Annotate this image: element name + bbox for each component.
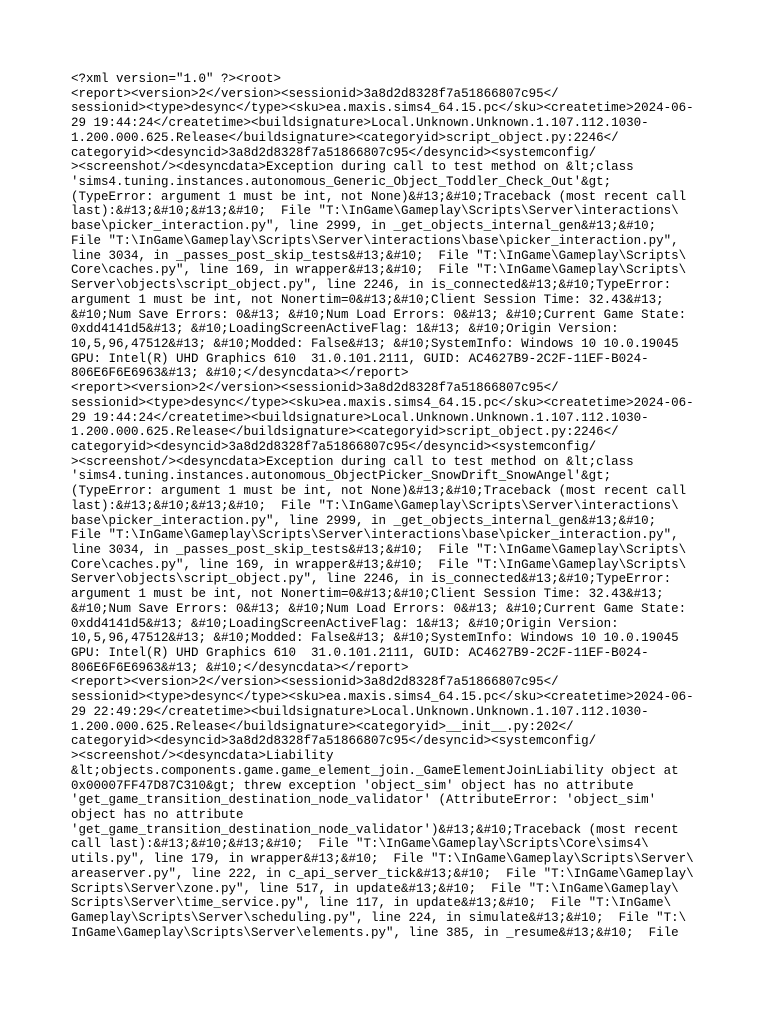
text-line: 29 19:44:24</createtime><buildsignature>Local.Unknown.Unknown.1.107.112.1030- — [71, 410, 649, 425]
text-line: 29 22:49:29</createtime><buildsignature>Local.Unknown.Unknown.1.107.112.1030- — [71, 704, 649, 719]
text-line: argument 1 must be int, not Nonertim=0&#13;&#10;Client Session Time: 32.43&#13; — [71, 292, 664, 307]
text-line: last):&#13;&#10;&#13;&#10; File "T:\InGame\Gameplay\Scripts\Server\interactions\ — [71, 204, 679, 219]
text-line: 29 19:44:24</createtime><buildsignature>Local.Unknown.Unknown.1.107.112.1030- — [71, 116, 649, 131]
text-line: 0x00007FF47D87C310&gt; threw exception 'object_sim' object has no attribute — [71, 778, 634, 793]
text-line: &#10;Num Save Errors: 0&#13; &#10;Num Load Errors: 0&#13; &#10;Current Game State: — [71, 307, 687, 322]
text-line: <report><version>2</version><sessionid>3a8d2d8328f7a51866807c95</ — [71, 86, 559, 101]
text-line: 'get_game_transition_destination_node_validator')&#13;&#10;Traceback (most recent — [71, 822, 679, 837]
text-line: GPU: Intel(R) UHD Graphics 610 31.0.101.2111, GUID: AC4627B9-2C2F-11EF-B024- — [71, 646, 649, 661]
text-line: call last):&#13;&#10;&#13;&#10; File "T:\InGame\Gameplay\Scripts\Core\sims4\ — [71, 837, 649, 852]
text-line: <report><version>2</version><sessionid>3a8d2d8328f7a51866807c95</ — [71, 381, 559, 396]
text-line: Scripts\Server\time_service.py", line 117, in update&#13;&#10; File "T:\InGame\ — [71, 896, 672, 911]
text-line: (TypeError: argument 1 must be int, not None)&#13;&#10;Traceback (most recent call — [71, 189, 687, 204]
text-line: sessionid><type>desync</type><sku>ea.maxis.sims4_64.15.pc</sku><createtime>2024-06- — [71, 101, 694, 116]
text-line: Server\objects\script_object.py", line 2246, in is_connected&#13;&#10;TypeError: — [71, 278, 672, 293]
text-line: 806E6F6E6963&#13; &#10;</desyncdata></report> — [71, 660, 409, 675]
text-line: 1.200.000.625.Release</buildsignature><categoryid>script_object.py:2246</ — [71, 130, 619, 145]
text-line: categoryid><desyncid>3a8d2d8328f7a51866807c95</desyncid><systemconfig/ — [71, 439, 597, 454]
text-line: Scripts\Server\zone.py", line 517, in update&#13;&#10; File "T:\InGame\Gameplay\ — [71, 881, 679, 896]
text-line: 'get_game_transition_destination_node_validator' (AttributeError: 'object_sim' — [71, 793, 657, 808]
text-line: <report><version>2</version><sessionid>3a8d2d8328f7a51866807c95</ — [71, 675, 559, 690]
text-line: object has no attribute — [71, 807, 244, 822]
xml-log-text — [71, 72, 711, 940]
text-line: categoryid><desyncid>3a8d2d8328f7a51866807c95</desyncid><systemconfig/ — [71, 734, 597, 749]
text-line: base\picker_interaction.py", line 2999, in _get_objects_internal_gen&#13;&#10; — [71, 513, 657, 528]
text-line: ><screenshot/><desyncdata>Exception during call to test method on &lt;class — [71, 160, 634, 175]
text-line: sessionid><type>desync</type><sku>ea.maxis.sims4_64.15.pc</sku><createtime>2024-06- — [71, 395, 694, 410]
text-line: InGame\Gameplay\Scripts\Server\elements.py", line 385, in _resume&#13;&#10; File — [71, 925, 679, 940]
text-line: ><screenshot/><desyncdata>Exception during call to test method on &lt;class — [71, 454, 634, 469]
text-line: line 3034, in _passes_post_skip_tests&#13;&#10; File "T:\InGame\Gameplay\Scripts\ — [71, 248, 687, 263]
text-line: &#10;Num Save Errors: 0&#13; &#10;Num Load Errors: 0&#13; &#10;Current Game State: — [71, 601, 687, 616]
text-line: 'sims4.tuning.instances.autonomous_Generic_Object_Toddler_Check_Out'&gt; — [71, 175, 612, 190]
text-line: sessionid><type>desync</type><sku>ea.maxis.sims4_64.15.pc</sku><createtime>2024-06- — [71, 690, 694, 705]
text-line: File "T:\InGame\Gameplay\Scripts\Server\interactions\base\picker_interaction.py", — [71, 233, 679, 248]
text-line: GPU: Intel(R) UHD Graphics 610 31.0.101.2111, GUID: AC4627B9-2C2F-11EF-B024- — [71, 351, 649, 366]
text-line: (TypeError: argument 1 must be int, not None)&#13;&#10;Traceback (most recent call — [71, 484, 687, 499]
text-line: ><screenshot/><desyncdata>Liability — [71, 749, 334, 764]
text-line: Server\objects\script_object.py", line 2246, in is_connected&#13;&#10;TypeError: — [71, 572, 672, 587]
text-line: Core\caches.py", line 169, in wrapper&#13;&#10; File "T:\InGame\Gameplay\Scripts\ — [71, 557, 687, 572]
text-line: 10,5,96,47512&#13; &#10;Modded: False&#13; &#10;SystemInfo: Windows 10 10.0.19045 — [71, 631, 679, 646]
text-line: 0xdd4141d5&#13; &#10;LoadingScreenActiveFlag: 1&#13; &#10;Origin Version: — [71, 322, 619, 337]
text-line: 0xdd4141d5&#13; &#10;LoadingScreenActiveFlag: 1&#13; &#10;Origin Version: — [71, 616, 619, 631]
text-line: base\picker_interaction.py", line 2999, in _get_objects_internal_gen&#13;&#10; — [71, 219, 657, 234]
text-line: <?xml version="1.0" ?><root> — [71, 72, 282, 86]
text-line: Gameplay\Scripts\Server\scheduling.py", line 224, in simulate&#13;&#10; File "T:\ — [71, 910, 687, 925]
text-line: areaserver.py", line 222, in c_api_server_tick&#13;&#10; File "T:\InGame\Gameplay\ — [71, 866, 694, 881]
text-line: 1.200.000.625.Release</buildsignature><categoryid>script_object.py:2246</ — [71, 425, 619, 440]
text-line: categoryid><desyncid>3a8d2d8328f7a51866807c95</desyncid><systemconfig/ — [71, 145, 597, 160]
text-line: utils.py", line 179, in wrapper&#13;&#10; File "T:\InGame\Gameplay\Scripts\Server\ — [71, 852, 694, 867]
text-line: 1.200.000.625.Release</buildsignature><categoryid>__init__.py:202</ — [71, 719, 574, 734]
text-line: line 3034, in _passes_post_skip_tests&#13;&#10; File "T:\InGame\Gameplay\Scripts\ — [71, 543, 687, 557]
text-line: 10,5,96,47512&#13; &#10;Modded: False&#13; &#10;SystemInfo: Windows 10 10.0.19045 — [71, 336, 679, 351]
text-line: Core\caches.py", line 169, in wrapper&#13;&#10; File "T:\InGame\Gameplay\Scripts\ — [71, 263, 687, 278]
text-line: last):&#13;&#10;&#13;&#10; File "T:\InGame\Gameplay\Scripts\Server\interactions\ — [71, 498, 679, 513]
text-line: File "T:\InGame\Gameplay\Scripts\Server\interactions\base\picker_interaction.py", — [71, 528, 679, 543]
text-line: argument 1 must be int, not Nonertim=0&#13;&#10;Client Session Time: 32.43&#13; — [71, 587, 664, 602]
text-line: 806E6F6E6963&#13; &#10;</desyncdata></report> — [71, 366, 409, 381]
text-line: 'sims4.tuning.instances.autonomous_ObjectPicker_SnowDrift_SnowAngel'&gt; — [71, 469, 612, 484]
text-line: &lt;objects.components.game.game_element_join._GameElementJoinLiability object at — [71, 763, 679, 778]
